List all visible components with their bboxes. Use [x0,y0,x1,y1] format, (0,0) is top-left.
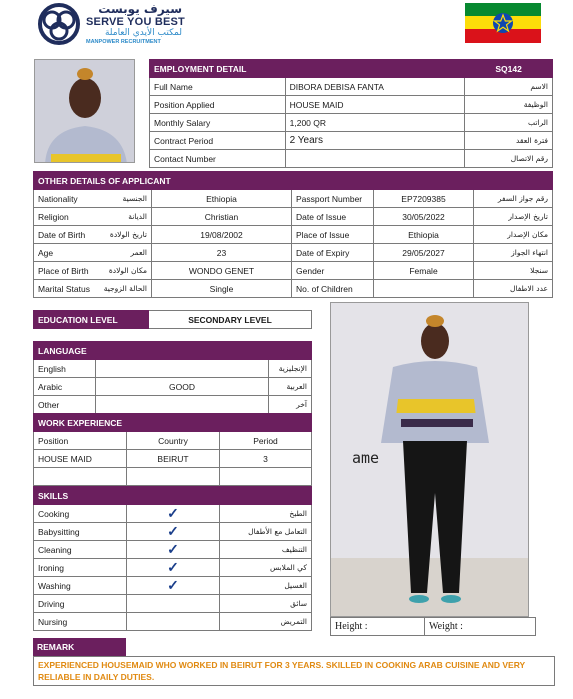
row-arabic-label: فترة العقد [465,132,553,150]
details-row [34,190,553,208]
left-label [34,244,152,262]
label-en: Marital Status [38,283,90,294]
row-label: Full Name [150,78,286,96]
label-ar: الجنسية [122,193,147,203]
checkmark-icon [127,613,220,631]
right-value: EP7209385 [374,190,474,208]
skill-arabic: الطبخ [220,505,312,523]
right-value: Ethiopia [374,226,474,244]
skill-name: Driving [34,595,127,613]
left-label [34,190,152,208]
left-value: 19/08/2002 [152,226,292,244]
details-row [34,262,553,280]
logo-tagline: MANPOWER RECRUITMENT [86,39,161,45]
work-row [34,450,312,468]
work-period [220,468,312,486]
right-label: No. of Children [292,280,374,298]
right-value: Female [374,262,474,280]
checkmark-icon: ✓ [127,559,220,577]
right-arabic-label: مكان الإصدار [474,226,553,244]
applicant-full-photo [330,302,529,617]
height-value [377,618,425,636]
label-ar: الديانة [128,211,147,221]
skill-row [34,577,312,595]
details-row [34,244,553,262]
right-value: 29/05/2027 [374,244,474,262]
right-arabic-label: عدد الاطفال [474,280,553,298]
employment-detail-table [149,59,553,168]
row-label: Position Applied [150,96,286,114]
work-country [127,468,220,486]
work-position [34,468,127,486]
label-en: Religion [38,211,69,222]
left-value: WONDO GENET [152,262,292,280]
row-label: Contract Period [150,132,286,150]
checkmark-icon: ✓ [127,541,220,559]
language-name: Arabic [34,378,96,396]
row-value: 2 Years [285,132,465,150]
other-details-title: OTHER DETAILS OF APPLICANT [34,172,553,190]
skill-arabic: التعامل مع الأطفال [220,523,312,541]
flag-icon [465,3,541,43]
skill-row [34,559,312,577]
label-en: Nationality [38,193,78,204]
row-arabic-label: الوظيفة [465,96,553,114]
column-header: Period [220,432,312,450]
skill-arabic: سائق [220,595,312,613]
right-label: Passport Number [292,190,374,208]
employment-row [150,78,553,96]
left-value: Ethiopia [152,190,292,208]
employment-row [150,150,553,168]
logo-english-name: SERVE YOU BEST [86,16,185,28]
skill-arabic: الغسيل [220,577,312,595]
language-table [33,341,312,414]
checkmark-icon [127,595,220,613]
checkmark-icon: ✓ [127,505,220,523]
skill-row [34,595,312,613]
skills-title: SKILLS [34,487,312,505]
left-value: Christian [152,208,292,226]
work-country: BEIRUT [127,450,220,468]
photo-watermark: ame [352,449,380,467]
row-arabic-label: رقم الاتصال [465,150,553,168]
label-en: Age [38,247,54,258]
right-value [374,280,474,298]
language-row [34,360,312,378]
row-value [285,150,465,168]
employment-row [150,114,553,132]
row-arabic-label: الراتب [465,114,553,132]
skill-name: Ironing [34,559,127,577]
language-level: GOOD [96,378,269,396]
label-ar: العمر [130,247,147,257]
label-en: Date of Birth [38,229,86,240]
language-title: LANGUAGE [34,342,312,360]
reference-number: SQ142 [465,60,553,78]
row-value: DIBORA DEBISA FANTA [285,78,465,96]
left-value: Single [152,280,292,298]
skill-arabic: التنظيف [220,541,312,559]
row-value: HOUSE MAID [285,96,465,114]
details-row [34,208,553,226]
employment-detail-title: EMPLOYMENT DETAIL [150,60,465,78]
left-label [34,208,152,226]
education-level-value: SECONDARY LEVEL [149,311,312,329]
remark-title: REMARK [33,638,126,656]
column-header: Country [127,432,220,450]
language-level [96,396,269,414]
skill-name: Cooking [34,505,127,523]
skill-row [34,541,312,559]
label-ar: تاريخ الولادة [109,229,147,239]
education-level-table [33,310,312,329]
skill-row [34,523,312,541]
logo-arabic-sub: لمكتب الأيدي العاملة [104,28,182,38]
weight-label: Weight : [425,618,473,636]
height-label: Height : [331,618,377,636]
column-header: Position [34,432,127,450]
logo-arabic-name: سيرف يوبست [98,2,182,16]
remark-box [33,656,555,686]
label-en: Place of Birth [38,265,89,276]
ethiopia-flag [465,3,541,43]
label-ar: مكان الولادة [108,265,147,275]
checkmark-icon: ✓ [127,523,220,541]
applicant-portrait [34,59,135,163]
right-arabic-label: انتهاء الجواز [474,244,553,262]
work-experience-title: WORK EXPERIENCE [34,414,312,432]
weight-value [473,618,536,636]
skill-arabic: التمريض [220,613,312,631]
left-value: 23 [152,244,292,262]
work-row [34,468,312,486]
language-arabic: الإنجليزية [269,360,312,378]
skill-arabic: كي الملابس [220,559,312,577]
work-period: 3 [220,450,312,468]
checkmark-icon: ✓ [127,577,220,595]
right-label: Place of Issue [292,226,374,244]
language-arabic: العربية [269,378,312,396]
skill-row [34,613,312,631]
employment-row [150,96,553,114]
right-value: 30/05/2022 [374,208,474,226]
portrait-image [35,60,135,163]
skills-table [33,486,312,631]
skill-name: Washing [34,577,127,595]
right-arabic-label: سنجلا [474,262,553,280]
education-level-label: EDUCATION LEVEL [34,311,149,329]
work-header-row [34,432,312,450]
measurements-table [330,617,536,636]
employment-row [150,132,553,150]
right-arabic-label: تاريخ الإصدار [474,208,553,226]
left-label [34,262,152,280]
remark-text: EXPERIENCED HOUSEMAID WHO WORKED IN BEIRUT FOR 3 YEARS. SKILLED IN COOKING ARAB CUISINE AND VERY RELIABLE IN DAILY DUTIES. [38,660,526,682]
logo-rings-icon [36,2,82,46]
language-arabic: آخر [269,396,312,414]
language-name: English [34,360,96,378]
work-position: HOUSE MAID [34,450,127,468]
row-arabic-label: الاسم [465,78,553,96]
language-row [34,396,312,414]
skill-name: Babysitting [34,523,127,541]
row-value: 1,200 QR [285,114,465,132]
row-label: Contact Number [150,150,286,168]
label-ar: الحالة الزوجية [103,283,147,293]
details-row [34,226,553,244]
company-logo [36,2,186,46]
skill-name: Cleaning [34,541,127,559]
left-label [34,226,152,244]
language-name: Other [34,396,96,414]
skill-row [34,505,312,523]
right-label: Date of Expiry [292,244,374,262]
skill-name: Nursing [34,613,127,631]
other-details-table [33,171,553,298]
right-label: Date of Issue [292,208,374,226]
language-level [96,360,269,378]
language-row [34,378,312,396]
work-experience-table [33,413,312,486]
right-label: Gender [292,262,374,280]
right-arabic-label: رقم جواز السفر [474,190,553,208]
details-row [34,280,553,298]
left-label [34,280,152,298]
row-label: Monthly Salary [150,114,286,132]
